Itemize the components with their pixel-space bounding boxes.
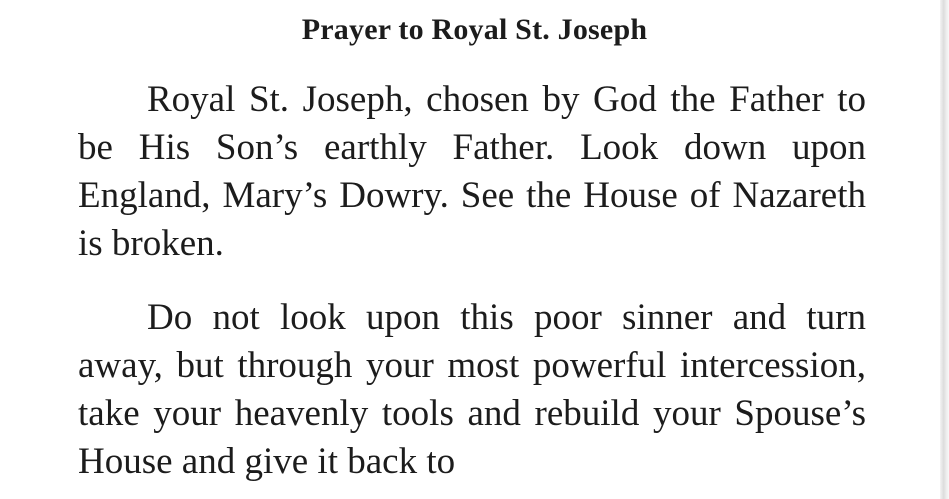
prayer-title: Prayer to Royal St. Joseph [301,13,648,46]
prayer-paragraph-1: Royal St. Joseph, chosen by God the Father to be His Son’s earthly Father. Look down upon England, Mary’s Dowry. See the House of Nazareth is broken. [78,79,866,264]
page-edge-shadow [940,0,949,499]
prayer-paragraph-2: Do not look upon this poor sinner and turn away, but through your most powerful intercession, take your heavenly tools and rebuild your Spouse’s House and give it back to [78,297,866,482]
